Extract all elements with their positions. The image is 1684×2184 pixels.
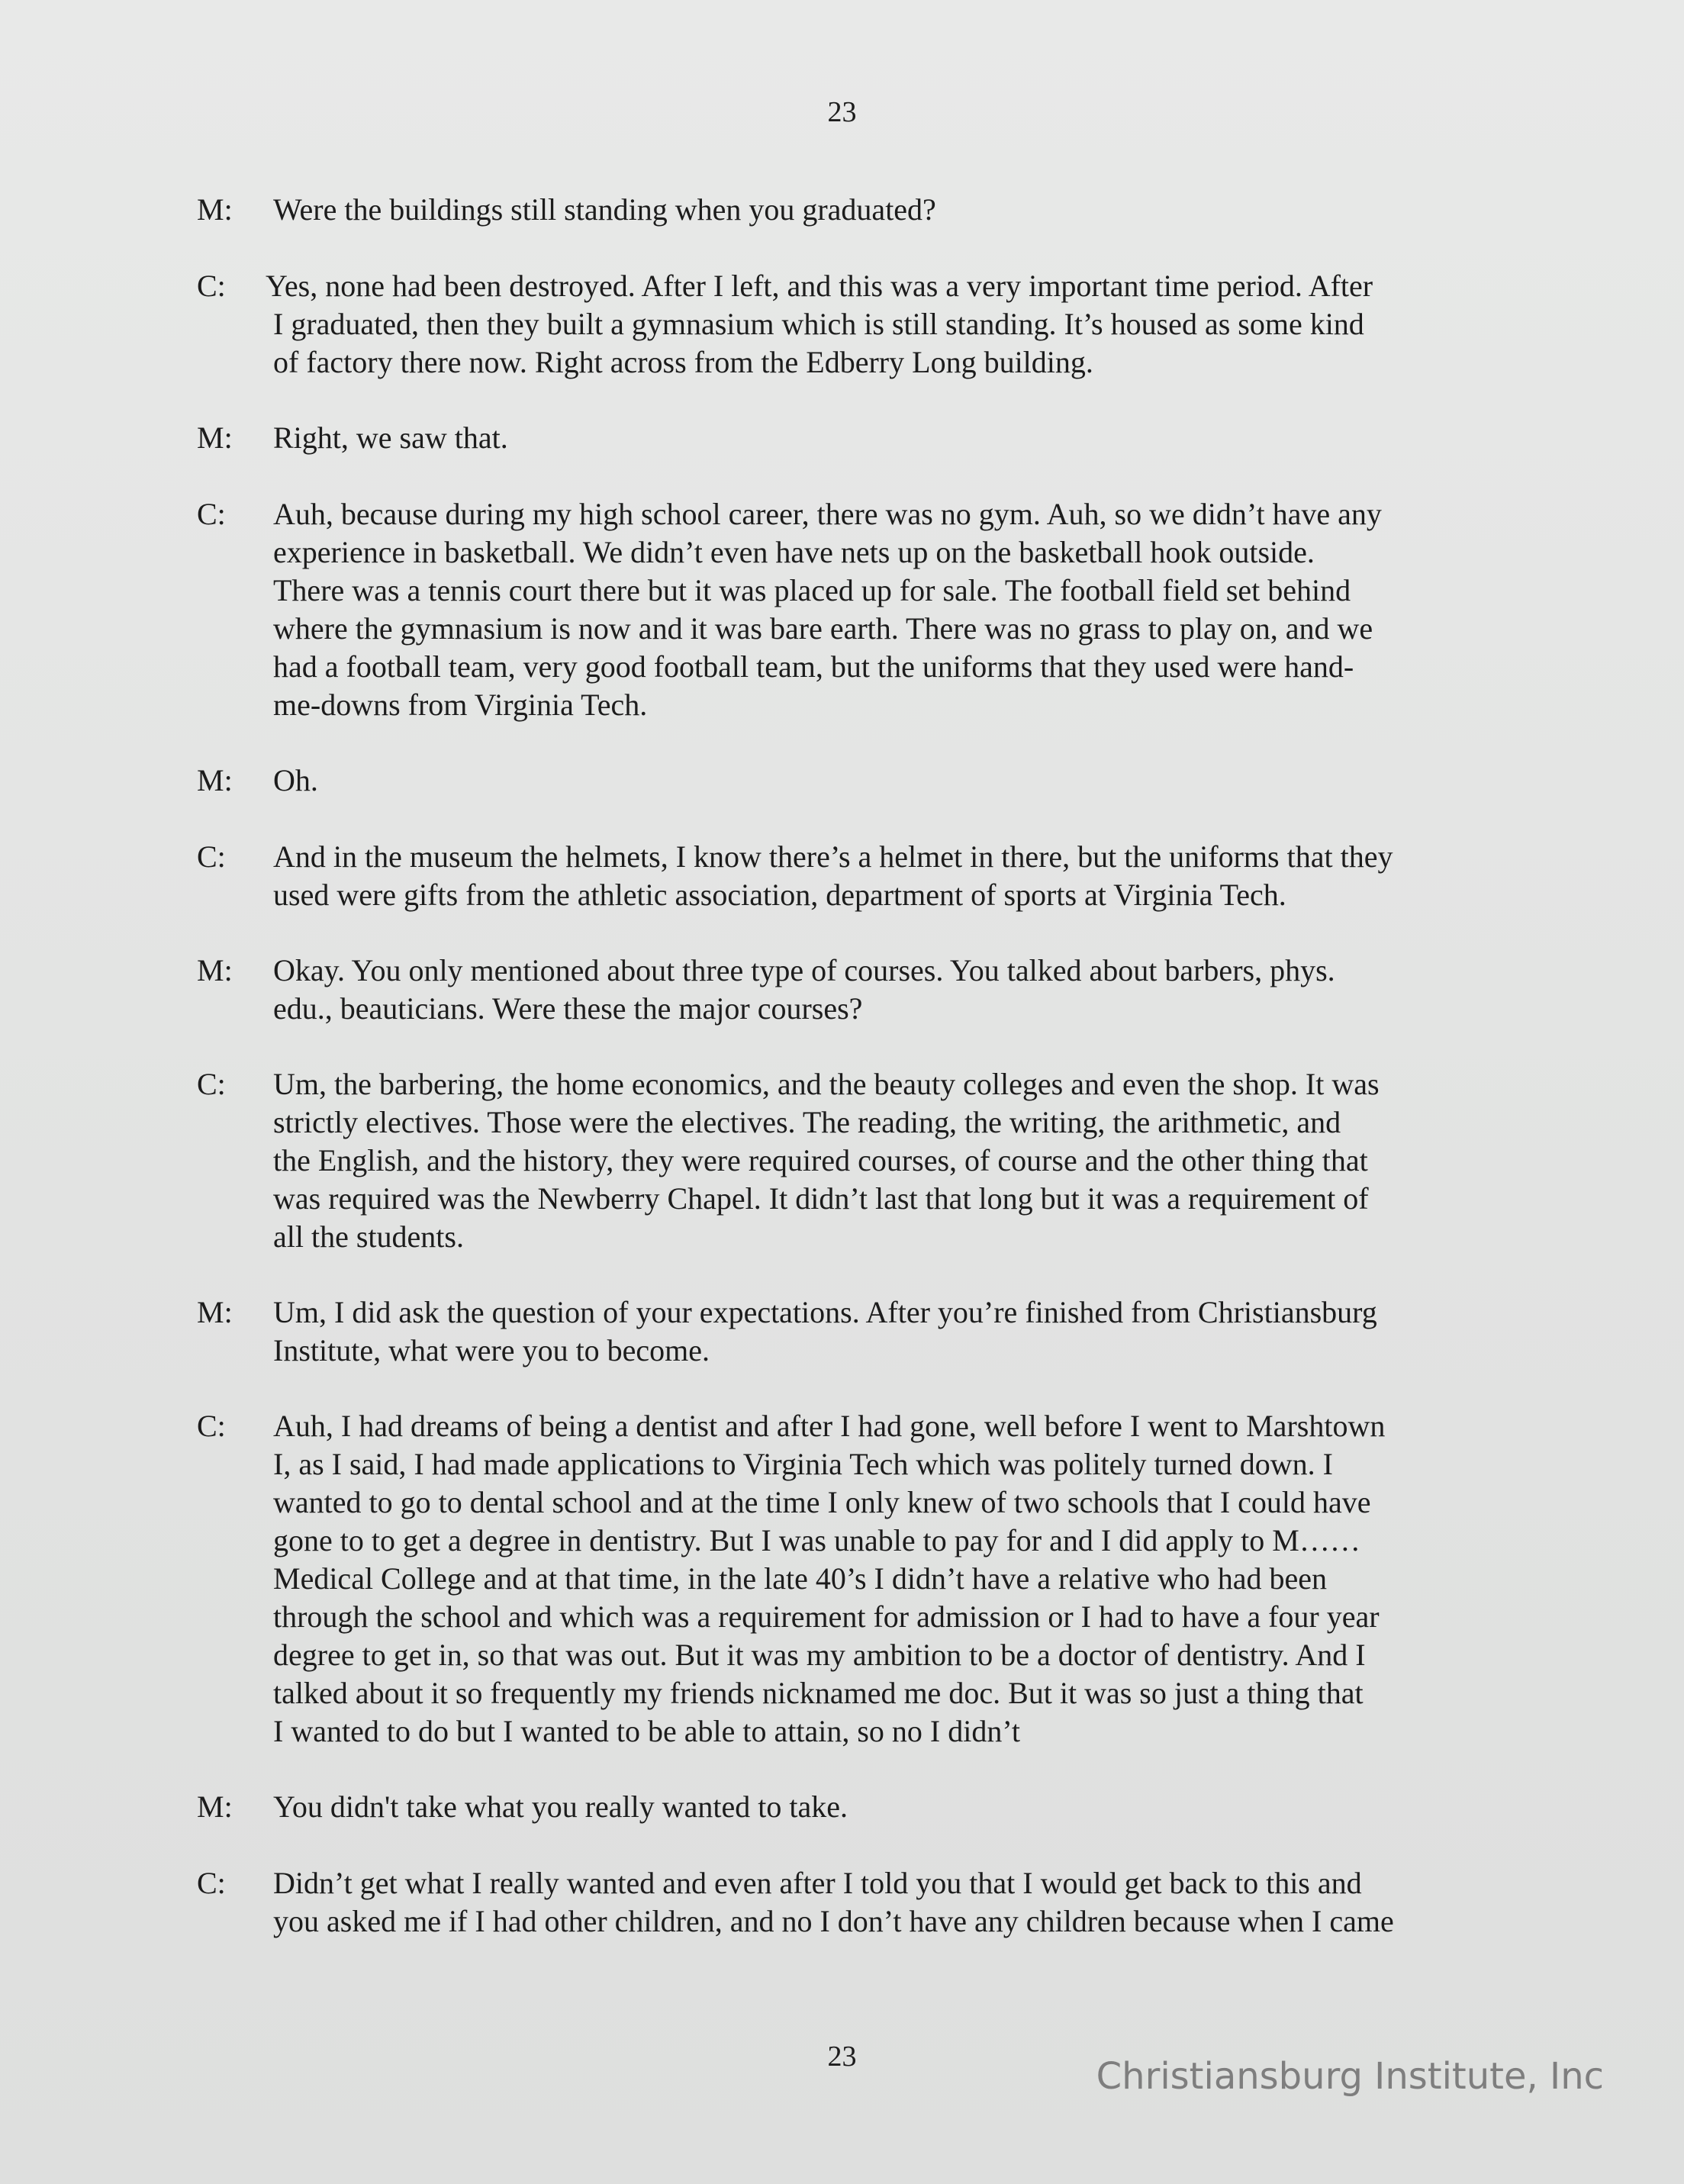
text-line: Um, the barbering, the home economics, and the beauty colleges and even the shop. It was [273, 1067, 1380, 1101]
text-line: Didn’t get what I really wanted and even after I told you that I would get back to this and [273, 1866, 1362, 1900]
entry-text [273, 762, 1525, 800]
text-line: Okay. You only mentioned about three type of courses. You talked about barbers, phys. [273, 953, 1335, 987]
entry-text [273, 1065, 1525, 1256]
text-line: you asked me if I had other children, and no I don’t have any children because when I came [273, 1904, 1394, 1938]
speaker-label: C: [197, 1067, 226, 1101]
speaker-label: C: [197, 839, 226, 874]
text-line: Right, we saw that. [273, 420, 508, 455]
speaker-label: C: [197, 1409, 226, 1443]
text-line: through the school and which was a requirement for admission or I had to have a four year [273, 1599, 1380, 1634]
entry-text [273, 838, 1525, 914]
text-line: I, as I said, I had made applications to Virginia Tech which was politely turned down. I [273, 1447, 1333, 1481]
text-line: Yes, none had been destroyed. After I left, and this was a very important time period. After [266, 269, 1373, 303]
speaker-label: M: [197, 420, 233, 455]
text-line: all the students. [273, 1219, 464, 1254]
entry-text [273, 1864, 1525, 1941]
entry-text [273, 1293, 1525, 1370]
entry-text [273, 952, 1525, 1028]
text-line: Institute, what were you to become. [273, 1333, 710, 1367]
speaker-label: C: [197, 497, 226, 531]
text-line: experience in basketball. We didn’t even have nets up on the basketball hook outside. [273, 535, 1315, 569]
text-line: I graduated, then they built a gymnasium which is still standing. It’s housed as some kind [273, 307, 1364, 341]
text-line: Were the buildings still standing when you graduated? [273, 192, 936, 227]
text-line: was required was the Newberry Chapel. It didn’t last that long but it was a requirement of [273, 1181, 1369, 1216]
entry-text [273, 1407, 1525, 1751]
text-line: degree to get in, so that was out. But it was my ambition to be a doctor of dentistry. And I [273, 1638, 1366, 1672]
speaker-label: C: [197, 269, 226, 303]
speaker-label: M: [197, 953, 233, 987]
page-number-bottom: 23 [827, 2041, 857, 2073]
text-line: Auh, I had dreams of being a dentist and after I had gone, well before I went to Marshtown [273, 1409, 1386, 1443]
speaker-label: M: [197, 1295, 233, 1329]
text-line: There was a tennis court there but it was placed up for sale. The football field set behind [273, 573, 1351, 607]
text-line: Auh, because during my high school career, there was no gym. Auh, so we didn’t have any [273, 497, 1382, 531]
entry-text [273, 1788, 1525, 1826]
watermark: Christiansburg Institute, Inc [1096, 2055, 1604, 2098]
text-line: Medical College and at that time, in the late 40’s I didn’t have a relative who had been [273, 1561, 1328, 1596]
text-line: me-downs from Virginia Tech. [273, 688, 648, 722]
page-number-top: 23 [827, 96, 857, 128]
text-line: Um, I did ask the question of your expectations. After you’re finished from Christiansburg [273, 1295, 1377, 1329]
text-line: wanted to go to dental school and at the time I only knew of two schools that I could have [273, 1485, 1371, 1519]
text-line: edu., beauticians. Were these the major courses? [273, 991, 863, 1026]
speaker-label: C: [197, 1866, 226, 1900]
text-line: Oh. [273, 763, 318, 797]
text-line: had a football team, very good football team, but the uniforms that they used were hand- [273, 649, 1354, 684]
text-line: strictly electives. Those were the electives. The reading, the writing, the arithmetic, and [273, 1105, 1341, 1139]
text-line: where the gymnasium is now and it was bare earth. There was no grass to play on, and we [273, 611, 1373, 646]
speaker-label: M: [197, 192, 233, 227]
entry-text [273, 495, 1525, 724]
text-line: of factory there now. Right across from the Edberry Long building. [273, 345, 1093, 379]
text-line: talked about it so frequently my friends nicknamed me doc. But it was so just a thing that [273, 1676, 1364, 1710]
text-line: the English, and the history, they were required courses, of course and the other thing that [273, 1143, 1368, 1177]
text-line: used were gifts from the athletic association, department of sports at Virginia Tech. [273, 878, 1286, 912]
speaker-label: M: [197, 763, 233, 797]
entry-text [266, 267, 1517, 382]
speaker-label: M: [197, 1789, 233, 1824]
text-line: gone to to get a degree in dentistry. But I was unable to pay for and I did apply to M…… [273, 1523, 1360, 1557]
text-line: You didn't take what you really wanted to take. [273, 1789, 848, 1824]
text-line: I wanted to do but I wanted to be able to attain, so no I didn’t [273, 1714, 1021, 1748]
text-line: And in the museum the helmets, I know there’s a helmet in there, but the uniforms that they [273, 839, 1393, 874]
entry-text [273, 419, 1525, 457]
entry-text [273, 191, 1525, 229]
